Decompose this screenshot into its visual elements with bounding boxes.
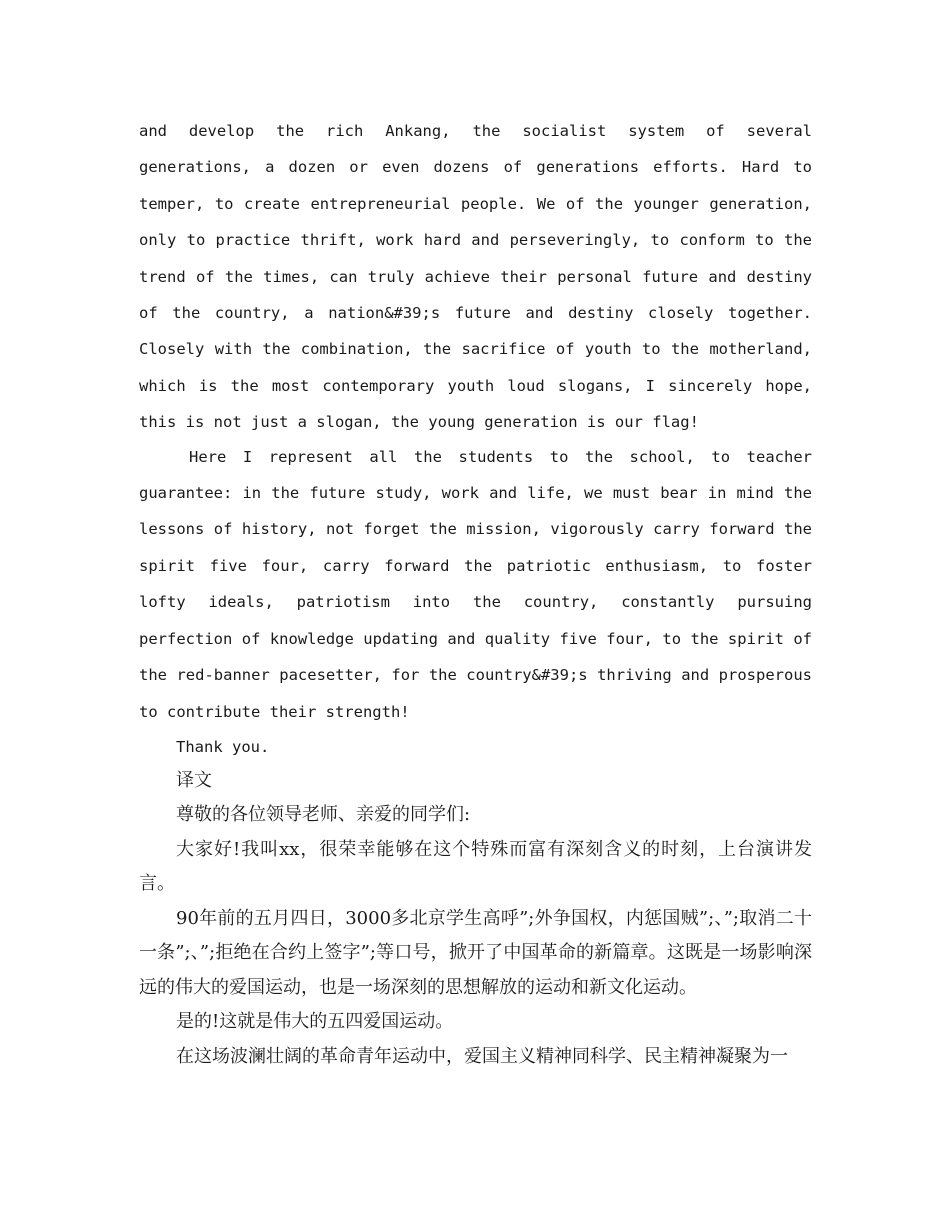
heading-translation: 译文: [176, 769, 212, 791]
paragraph-chinese-2: 90年前的五月四日，3000多北京学生高呼”;外争国权，内惩国贼”;、”;取消二十一条”;、”;拒绝在合约上签字”;等口号，掀开了中国革命的新篇章。这既是一场影响深远的伟大的爱国运动，也是一场深刻的思想解放的运动和新文化运动。: [139, 907, 812, 998]
paragraph-english-1: and develop the rich Ankang, the socialist system of several generations, a dozen or even dozens of generations efforts. Hard to temper, to create entrepreneurial people. We of the younger generation, only to practice thrift, work hard and perseveringly, to conform to the trend of the times, can truly achieve their personal future and destiny of the country, a nation&#39;s future and destiny closely together. Closely with the combination, the sacrifice of youth to the motherland, which is the most contemporary youth loud slogans, I sincerely hope, this is not just a slogan, the young generation is our flag!: [139, 122, 812, 432]
paragraph-chinese-4: 在这场波澜壮阔的革命青年运动中，爱国主义精神同科学、民主精神凝聚为一: [176, 1045, 788, 1067]
paragraph-chinese-3: 是的!这就是伟大的五四爱国运动。: [176, 1011, 454, 1033]
paragraph-english-2: Here I represent all the students to the school, to teacher guarantee: in the future study, work and life, we must bear in mind the lessons of history, not forget the mission, vigorously carry forward the spirit five four, carry forward the patriotic enthusiasm, to foster lofty ideals, patriotism into the country, constantly pursuing perfection of knowledge updating and quality five four, to the spirit of the red-banner pacesetter, for the country&#39;s thriving and prosperous to contribute their strength!: [139, 447, 812, 721]
paragraph-chinese-1: 大家好!我叫xx，很荣幸能够在这个特殊而富有深刻含义的时刻，上台演讲发言。: [139, 838, 812, 895]
document-body: [139, 113, 812, 1074]
paragraph-thank-you: Thank you.: [176, 737, 270, 756]
paragraph-salutation: 尊敬的各位领导老师、亲爱的同学们:: [176, 804, 471, 826]
